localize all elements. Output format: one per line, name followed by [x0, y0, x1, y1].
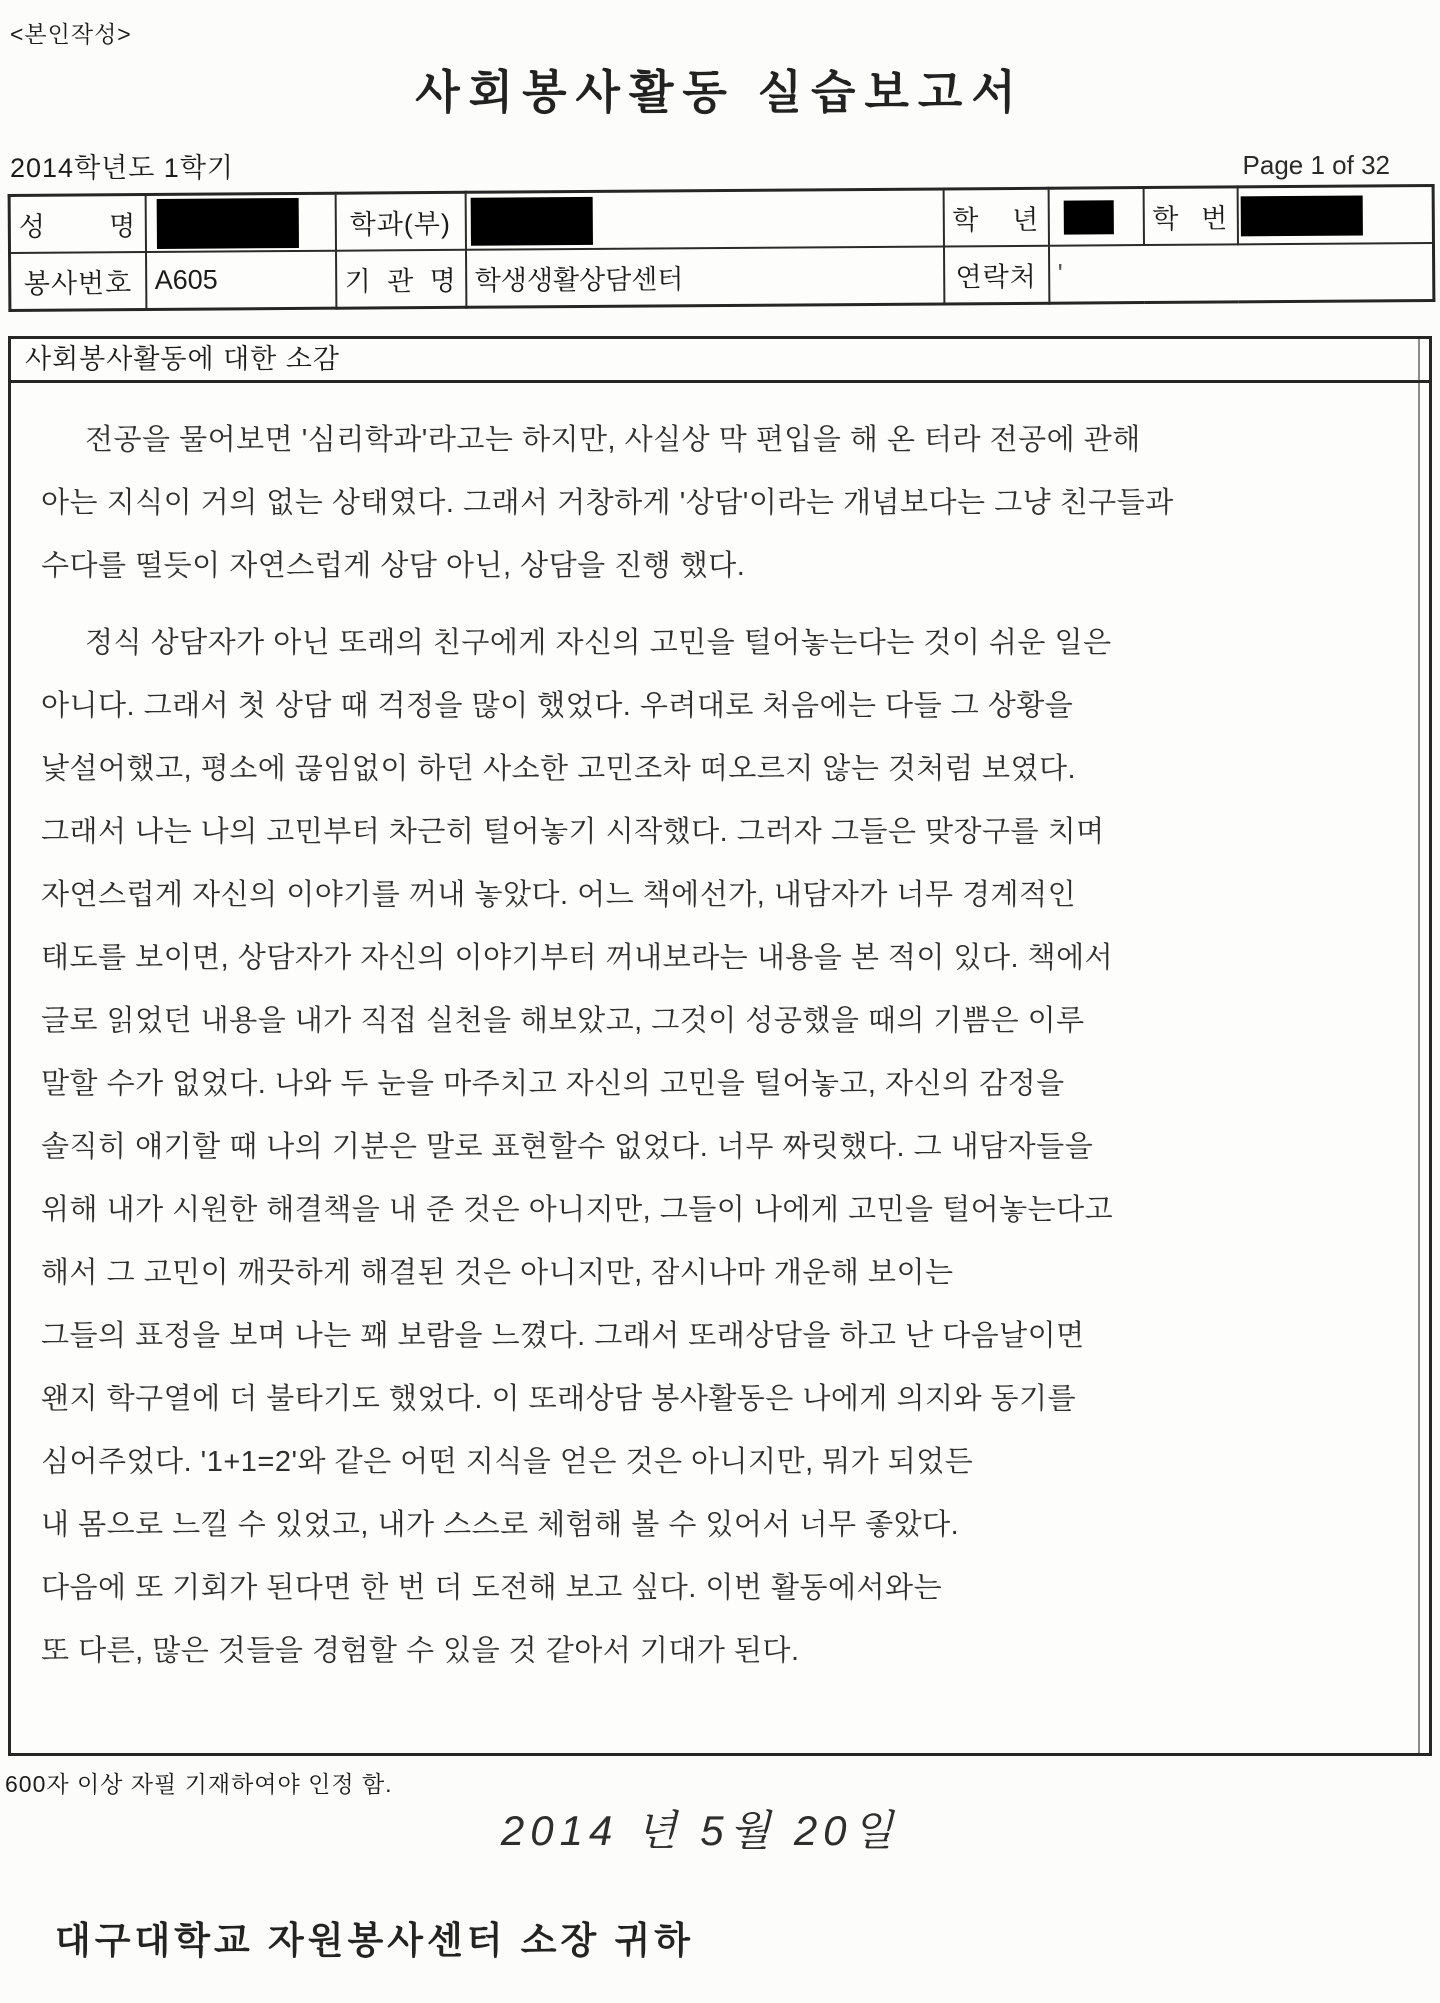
handwritten-line: 태도를 보이면, 상담자가 자신의 이야기부터 꺼내보라는 내용을 본 적이 있다. 책에서 [41, 942, 1114, 974]
organization-label: 기 관 명 [336, 250, 466, 308]
handwritten-line: 자연스럽게 자신의 이야기를 꺼내 놓았다. 어느 책에선가, 내담자가 너무 경계적인 [41, 879, 1077, 911]
handwritten-line: 그들의 표정을 보며 나는 꽤 보람을 느꼈다. 그래서 또래상담을 하고 난 다음날이면 [41, 1320, 1085, 1352]
handwritten-line: 내 몸으로 느낄 수 있었고, 내가 스스로 체험해 볼 수 있어서 너무 좋았다. [41, 1509, 960, 1541]
handwritten-date: 2014 년 5월 20일 [500, 1807, 900, 1854]
essay-body [11, 383, 1429, 1683]
essay-box [8, 336, 1432, 1756]
redacted-student-id [1240, 195, 1362, 236]
term-label: 2014학년도 1학기 [10, 153, 234, 183]
table-row [9, 186, 1433, 253]
contact-value: ' [1048, 243, 1433, 303]
essay-heading: 사회봉사활동에 대한 소감 [11, 339, 1429, 383]
page-title: 사회봉사활동 실습보고서 [415, 66, 1025, 118]
year-value-cell [1048, 188, 1143, 246]
service-number-label: 봉사번호 [10, 252, 146, 310]
contact-label: 연락처 [943, 246, 1048, 304]
handwritten-line: 아니다. 그래서 첫 상담 때 걱정을 많이 했었다. 우려대로 처음에는 다들 그 상황을 [41, 690, 1074, 722]
handwritten-line: 아는 지식이 거의 없는 상태였다. 그래서 거창하게 '상담'이라는 개념보다는 그냥 친구들과 [41, 487, 1174, 519]
department-label: 학과(부) [335, 192, 465, 250]
handwritten-line: 위해 내가 시원한 해결책을 내 준 것은 아니지만, 그들이 나에게 고민을 털어놓는다고 [41, 1194, 1114, 1226]
handwritten-line: 전공을 물어보면 '심리학과'라고는 하지만, 사실상 막 편입을 해 온 터라 전공에 관해 [85, 424, 1141, 456]
handwritten-line: 낯설어했고, 평소에 끊임없이 하던 사소한 고민조차 떠오르지 않는 것처럼 보였다. [41, 753, 1077, 785]
page-number: Page 1 of 32 [1242, 150, 1390, 180]
handwritten-line: 글로 읽었던 내용을 내가 직접 실천을 해보았고, 그것이 성공했을 때의 기쁨은 이루 [41, 1005, 1085, 1037]
author-note: <본인작성> [10, 21, 132, 47]
handwritten-line: 수다를 떨듯이 자연스럽게 상담 아닌, 상담을 진행 했다. [41, 550, 746, 582]
name-value-cell [145, 193, 335, 252]
handwritten-line: 그래서 나는 나의 고민부터 차근히 털어놓기 시작했다. 그러자 그들은 맞장구를 치며 [41, 816, 1105, 848]
year-label: 학 년 [943, 188, 1048, 246]
redacted-name [156, 197, 298, 248]
student-id-value-cell [1237, 186, 1433, 245]
handwritten-line: 심어주었다. '1+1=2'와 같은 어떤 지식을 얻은 것은 아니지만, 뭐가 되었든 [41, 1446, 974, 1478]
handwritten-line: 또 다른, 많은 것들을 경험할 수 있을 것 같아서 기대가 된다. [41, 1635, 800, 1667]
handwritten-line: 솔직히 얘기할 때 나의 기분은 말로 표현할수 없었다. 너무 짜릿했다. 그 내담자들을 [41, 1131, 1094, 1163]
handwritten-line: 다음에 또 기회가 된다면 한 번 더 도전해 보고 싶다. 이번 활동에서와는 [41, 1572, 943, 1604]
info-table [8, 184, 1436, 312]
redacted-department [470, 196, 592, 245]
table-row [10, 243, 1434, 310]
organization-value: 학생생활상담센터 [466, 246, 944, 307]
name-label: 성 명 [9, 195, 145, 253]
service-number-value: A605 [146, 251, 336, 310]
handwritten-line: 왠지 학구열에 더 불타기도 했었다. 이 또래상담 봉사활동은 나에게 의지와 동기를 [41, 1383, 1077, 1415]
handwritten-line: 말할 수가 없었다. 나와 두 눈을 마주치고 자신의 고민을 털어놓고, 자신의 감정을 [41, 1068, 1065, 1100]
student-id-label: 학 번 [1143, 187, 1237, 245]
handwritten-line: 해서 그 고민이 깨끗하게 해결된 것은 아니지만, 잠시나마 개운해 보이는 [41, 1257, 954, 1289]
redacted-year [1063, 200, 1113, 234]
department-value-cell [465, 189, 943, 250]
handwritten-line: 정식 상담자가 아닌 또래의 친구에게 자신의 고민을 털어놓는다는 것이 쉬운 일은 [85, 627, 1112, 659]
minimum-length-note: 600자 이상 자필 기재하여야 인정 함. [5, 1771, 393, 1797]
recipient-line: 대구대학교 자원봉사센터 소장 귀하 [55, 1920, 694, 1961]
